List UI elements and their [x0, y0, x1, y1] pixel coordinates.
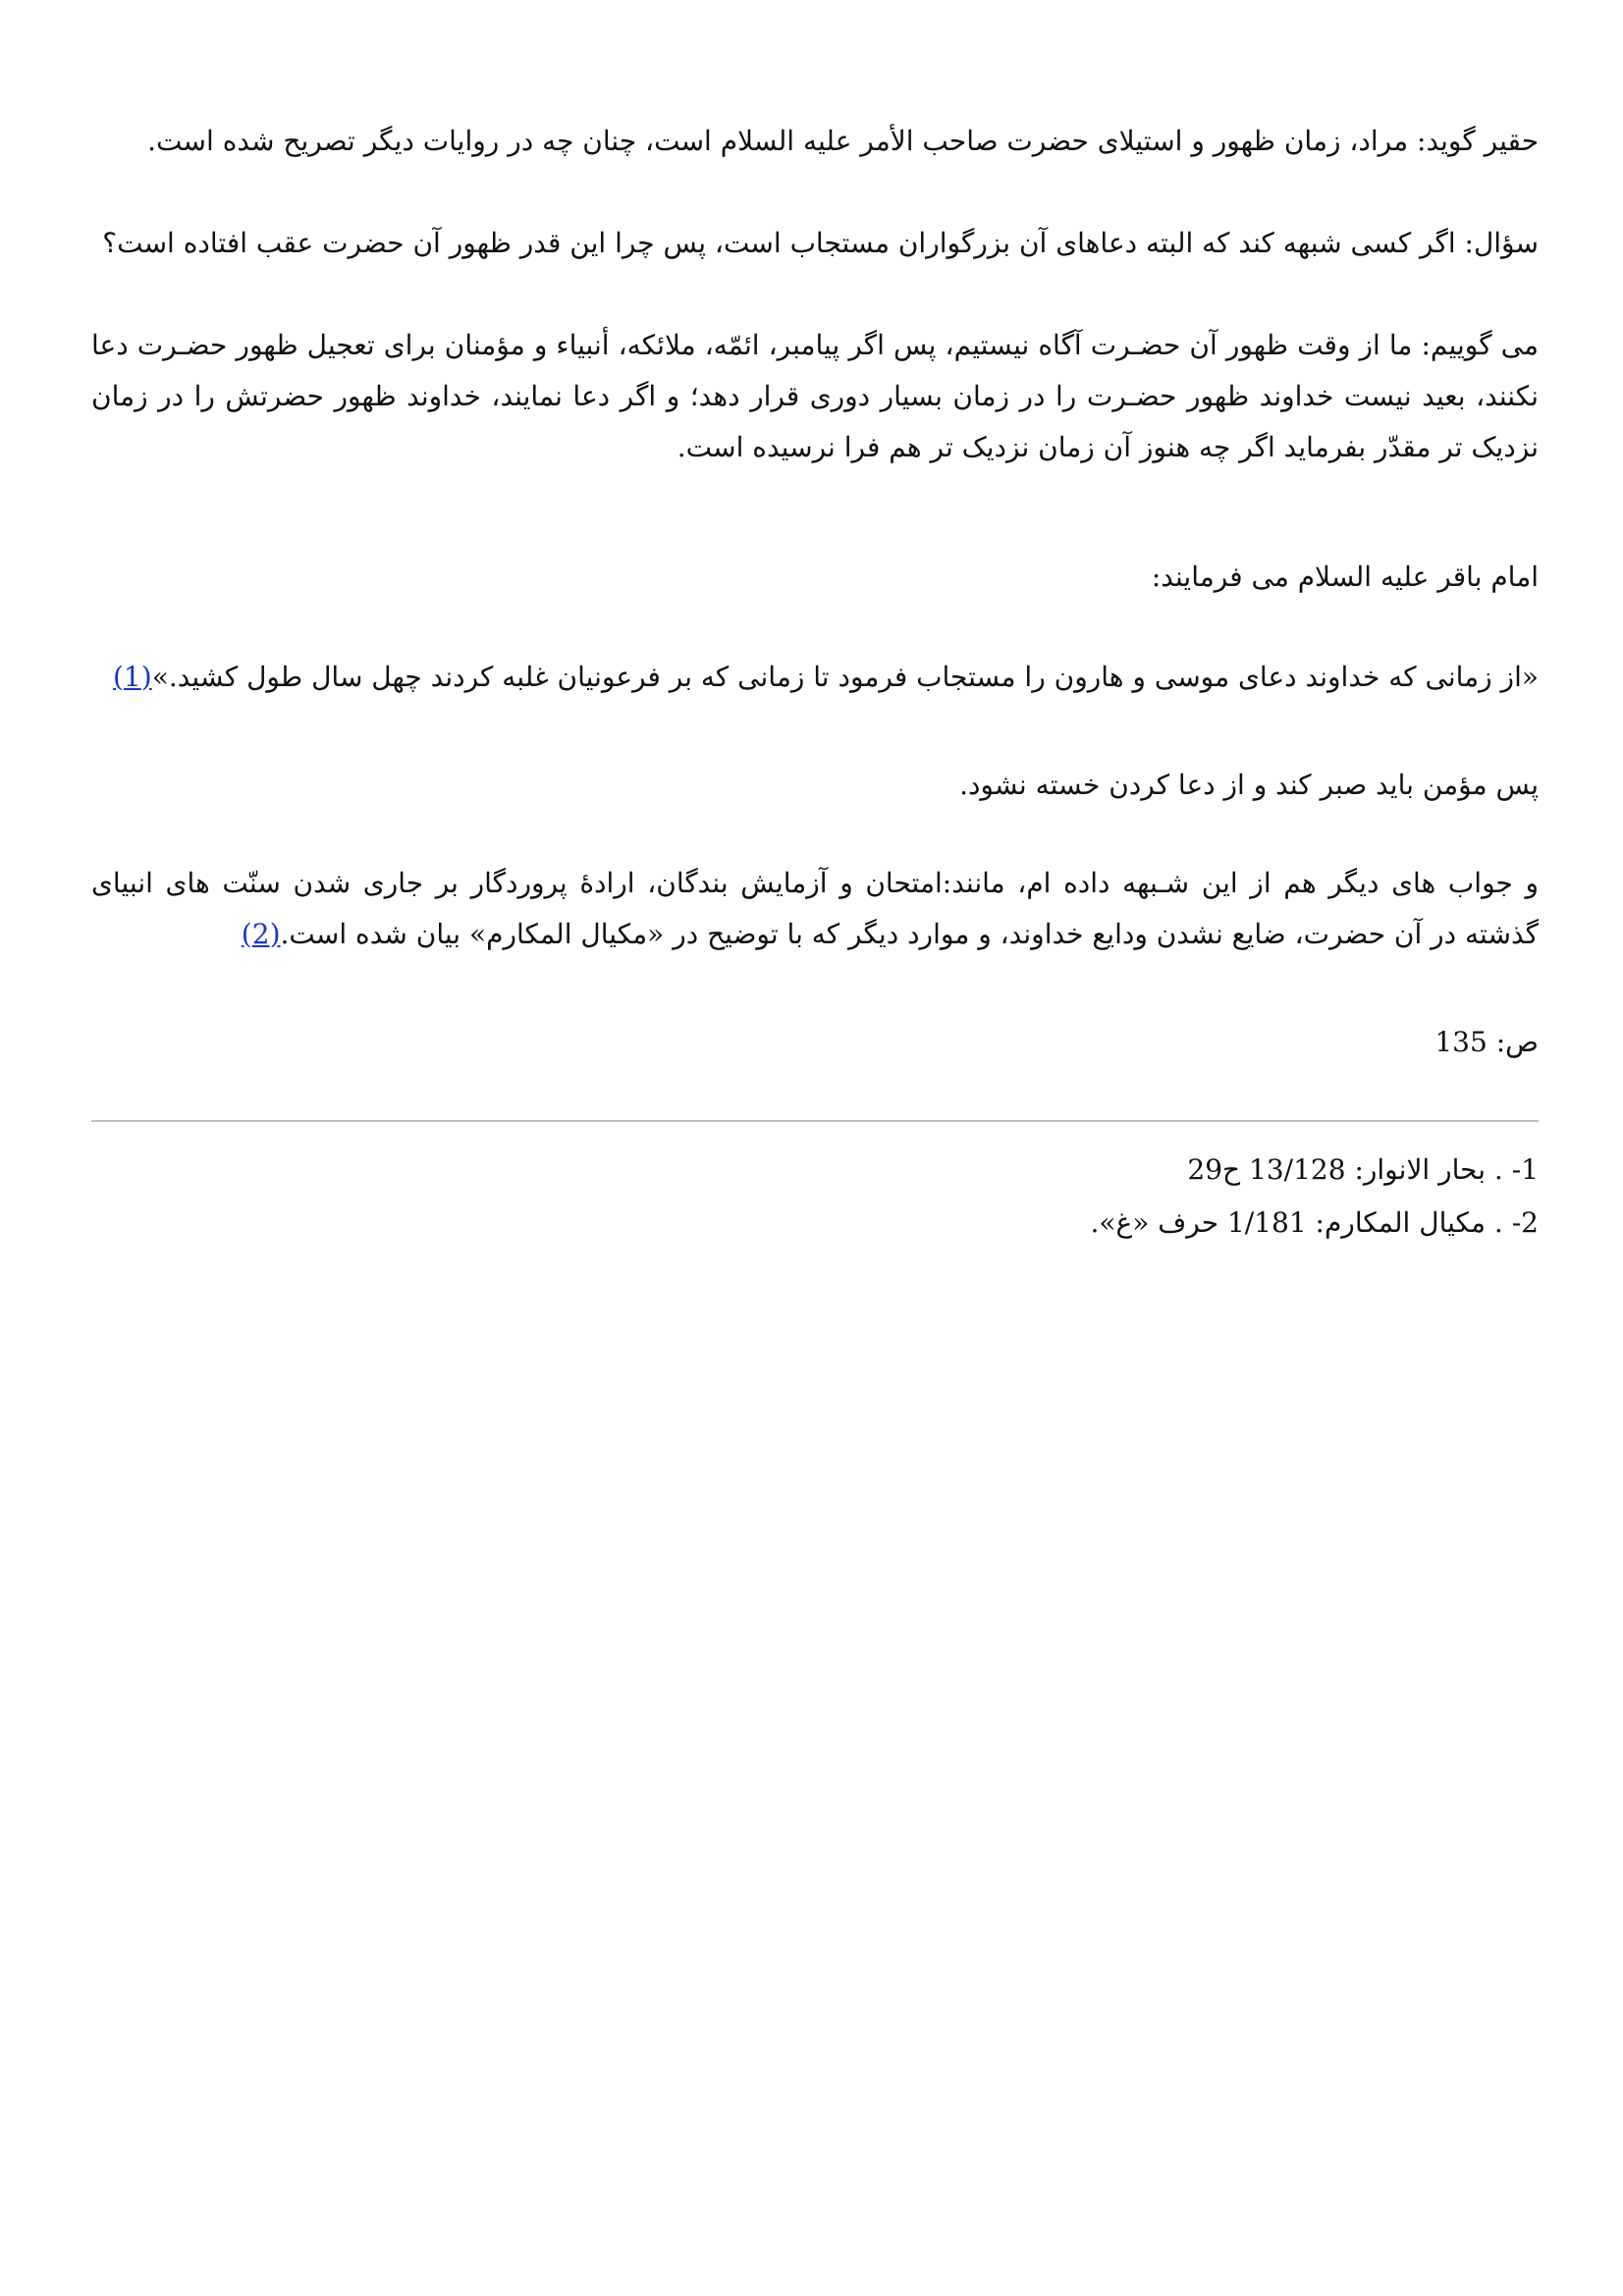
paragraph-4: امام باقر علیه السلام می فرمایند: — [1151, 561, 1539, 593]
footnotes — [91, 1144, 1539, 1250]
footnote-link-2[interactable]: (2) — [241, 918, 281, 950]
paragraph-1: حقیر گوید: مراد، زمان ظهور و استیلای حضرت صاحب الأمر علیه السلام است، چنان چه در روایات دیگر تصریح شده است. — [147, 125, 1539, 157]
paragraph-7-text: و جواب های دیگر هم از این شـبهه داده ام، مانند:امتحان و آزمایش بندگان، ارادۀ پروردگار بر جاری شدن سنّت های انبیای گذشته در آن حضرت، ضایع نشدن ودایع خداوند، و موارد دیگر که با توضیح در «مکیال المکارم» بیان شده است. — [91, 867, 1539, 950]
footnote-divider — [91, 1120, 1539, 1122]
footnote-2: 2- . مکیال المکارم: 1/181 حرف «غ». — [1090, 1206, 1539, 1239]
paragraph-7 — [91, 858, 1539, 960]
footnote-1: 1- . بحار الانوار: 13/128 ح29 — [1187, 1153, 1539, 1186]
paragraph-6: پس مؤمن باید صبر کند و از دعا کردن خسته نشود. — [959, 769, 1539, 801]
quote-text: «از زمانی که خداوند دعای موسی و هارون را مستجاب فرمود تا زمانی که بر فرعونیان غلبه کردند چهل سال طول کشید.» — [151, 661, 1539, 693]
paragraph-2: سؤال: اگر کسی شبهه کند که البته دعاهای آن بزرگواران مستجاب است، پس چرا این قدر ظهور آن حضرت عقب افتاده است؟ — [102, 227, 1539, 259]
footnote-link-1[interactable]: (1) — [112, 661, 152, 693]
paragraph-5 — [91, 652, 1539, 703]
page-number: ص: 135 — [1434, 1026, 1539, 1058]
paragraph-3: می گوییم: ما از وقت ظهور آن حضـرت آگاه نیستیم، پس اگر پیامبر، ائمّه، ملائکه، أنبیاء و مؤمنان برای تعجیل ظهور حضـرت دعا نکنند، بعید نیست خداوند ظهور حضـرت را در زمان بسیار دوری قرار دهد؛ و اگر دعا نمایند، خداوند ظهور حضرتش را در زمان نزدیک تر مقدّر بفرماید اگر چه هنوز آن زمان نزدیک تر هم فرا نرسیده است. — [91, 329, 1539, 463]
